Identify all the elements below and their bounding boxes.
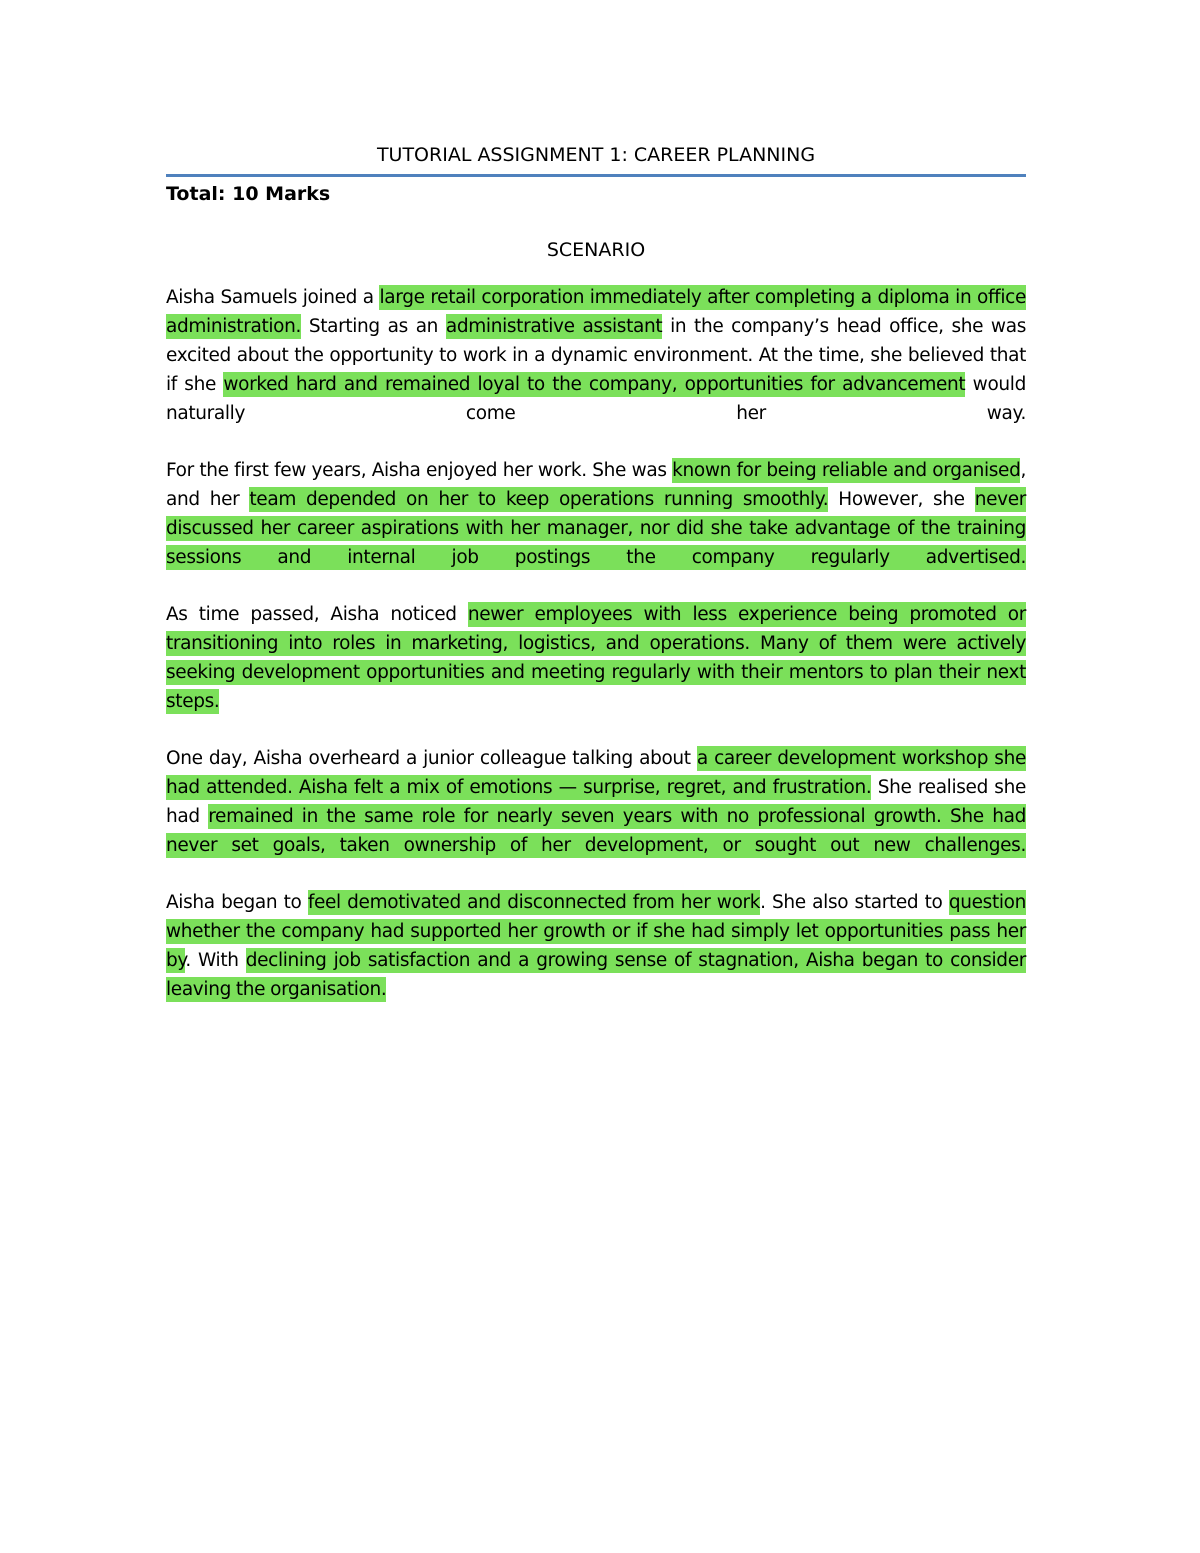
document-page <box>166 140 1026 1032</box>
scenario-paragraph <box>166 600 1026 716</box>
total-marks: Total: 10 Marks <box>166 183 331 205</box>
scenario-paragraph <box>166 283 1026 428</box>
highlighted-text: a career development workshop she had attended. Aisha felt a mix of emotions — surprise, regret, and frustration. <box>166 748 1026 798</box>
highlighted-text: known for being reliable and organised <box>672 460 1021 481</box>
scenario-body <box>166 283 1026 1004</box>
paragraph-text: She realised she had <box>166 777 1026 827</box>
highlighted-text: declining job satisfaction and a growing sense of stagnation, Aisha began to consider leaving the organisation. <box>166 950 1026 1000</box>
scenario-paragraph <box>166 744 1026 860</box>
scenario-paragraph <box>166 888 1026 1004</box>
paragraph-text: . With <box>185 950 246 971</box>
highlighted-text: feel demotivated and disconnected from her work <box>307 892 761 913</box>
paragraph-text: in the company’s head office, she was excited about the opportunity to work in a dynamic environment. At the time, she believed that if she <box>166 316 1026 395</box>
paragraph-text: would naturally come her way. <box>166 374 1026 424</box>
highlighted-text: administrative assistant <box>445 316 663 337</box>
paragraph-text: Starting as an <box>301 316 446 337</box>
paragraph-text: . She also started to <box>760 892 949 913</box>
highlighted-text: worked hard and remained loyal to the company, opportunities for advancement <box>223 374 966 395</box>
paragraph-text: Aisha began to <box>166 892 308 913</box>
highlighted-text: team depended on her to keep operations running smoothly. <box>249 489 829 510</box>
paragraph-text: For the first few years, Aisha enjoyed her work. She was <box>166 460 673 481</box>
title-underline-rule <box>166 174 1026 177</box>
highlighted-text: question whether the company had supported her growth or if she had simply let opportunities pass her by <box>166 892 1027 971</box>
highlighted-text: remained in the same role for nearly seven years with no professional growth. She had never set goals, taken ownership of her development, or sought out new challenges. <box>166 806 1026 856</box>
highlighted-text: large retail corporation immediately after completing a diploma in office administration. <box>166 287 1026 337</box>
highlighted-text: newer employees with less experience being promoted or transitioning into roles in marketing, logistics, and operations. Many of them were actively seeking development opportunities and meeting regularly with their mentors to plan their next steps. <box>166 604 1026 712</box>
paragraph-text: As time passed, Aisha noticed <box>166 604 468 625</box>
paragraph-text: However, she <box>828 489 975 510</box>
paragraph-text: One day, Aisha overheard a junior colleague talking about <box>166 748 697 769</box>
highlighted-text: never discussed her career aspirations with her manager, nor did she take advantage of the training sessions and internal job postings the company regularly advertised. <box>166 489 1026 568</box>
scenario-paragraph <box>166 456 1026 572</box>
paragraph-text: Aisha Samuels joined a <box>166 287 380 308</box>
document-title: TUTORIAL ASSIGNMENT 1: CAREER PLANNING <box>376 144 816 166</box>
scenario-heading: SCENARIO <box>546 239 646 261</box>
paragraph-text: , and her <box>166 460 1027 510</box>
